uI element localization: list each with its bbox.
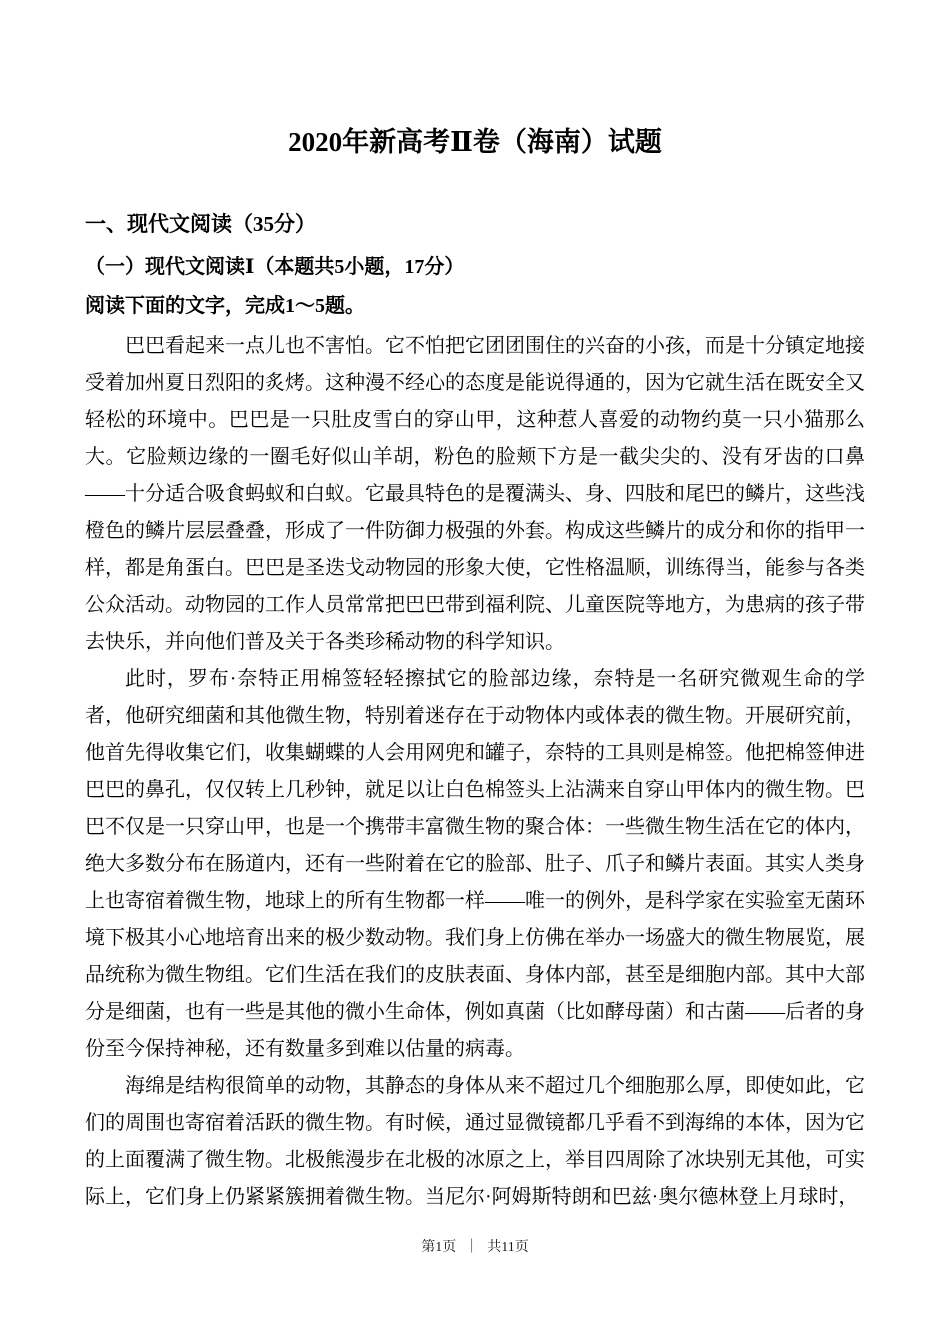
page-total: 共11页 — [487, 1240, 529, 1255]
reading-passage — [85, 328, 865, 1216]
page-number: 第1页 — [421, 1240, 457, 1255]
reading-instruction: 阅读下面的文字，完成1～5题。 — [85, 295, 365, 317]
passage-paragraph: 巴巴看起来一点儿也不害怕。它不怕把它团团围住的兴奋的小孩，而是十分镇定地接受着加州夏日烈阳的炙烤。这种漫不经心的态度是能说得通的，因为它就生活在既安全又轻松的环境中。巴巴是一只肚皮雪白的穿山甲，这种惹人喜爱的动物约莫一只小猫那么大。它脸颊边缘的一圈毛好似山羊胡，粉色的脸颊下方是一截尖尖的、没有牙齿的口鼻——十分适合吸食蚂蚁和白蚁。它最具特色的是覆满头、身、四肢和尾巴的鳞片，这些浅橙色的鳞片层层叠叠，形成了一件防御力极强的外套。构成这些鳞片的成分和你的指甲一样，都是角蛋白。巴巴是圣迭戈动物园的形象大使，它性格温顺，训练得当，能参与各类公众活动。动物园的工作人员常常把巴巴带到福利院、儿童医院等地方，为患病的孩子带去快乐，并向他们普及关于各类珍稀动物的科学知识。 — [85, 335, 865, 653]
document-title: 2020年新高考Ⅱ卷（海南）试题 — [288, 127, 662, 157]
section-heading: 一、现代文阅读（35分） — [85, 212, 316, 236]
passage-paragraph: 海绵是结构很简单的动物，其静态的身体从来不超过几个细胞那么厚，即使如此，它们的周围也寄宿着活跃的微生物。有时候，通过显微镜都几乎看不到海绵的本体，因为它的上面覆满了微生物。北极熊漫步在北极的冰原之上，举目四周除了冰块别无其他，可实际上，它们身上仍紧紧簇拥着微生物。当尼尔·阿姆斯特朗和巴兹·奥尔德林登上月球时， — [85, 1075, 865, 1208]
subsection-heading: （一）现代文阅读Ⅰ（本题共5小题，17分） — [85, 256, 465, 278]
passage-paragraph: 此时，罗布·奈特正用棉签轻轻擦拭它的脸部边缘，奈特是一名研究微观生命的学者，他研究细菌和其他微生物，特别着迷存在于动物体内或体表的微生物。开展研究前，他首先得收集它们，收集蝴蝶的人会用网兜和罐子，奈特的工具则是棉签。他把棉签伸进巴巴的鼻孔，仅仅转上几秒钟，就足以让白色棉签头上沾满来自穿山甲体内的微生物。巴巴不仅是一只穿山甲，也是一个携带丰富微生物的聚合体：一些微生物生活在它的体内，绝大多数分布在肠道内，还有一些附着在它的脸部、肚子、爪子和鳞片表面。其实人类身上也寄宿着微生物，地球上的所有生物都一样——唯一的例外，是科学家在实验室无菌环境下极其小心地培育出来的极少数动物。我们身上仿佛在举办一场盛大的微生物展览，展品统称为微生物组。它们生活在我们的皮肤表面、身体内部，甚至是细胞内部。其中大部分是细菌，也有一些是其他的微小生命体，例如真菌（比如酵母菌）和古菌——后者的身份至今保持神秘，还有数量多到难以估量的病毒。 — [85, 668, 865, 1060]
footer-separator: ｜ — [464, 1240, 479, 1255]
page-footer — [0, 1236, 950, 1256]
